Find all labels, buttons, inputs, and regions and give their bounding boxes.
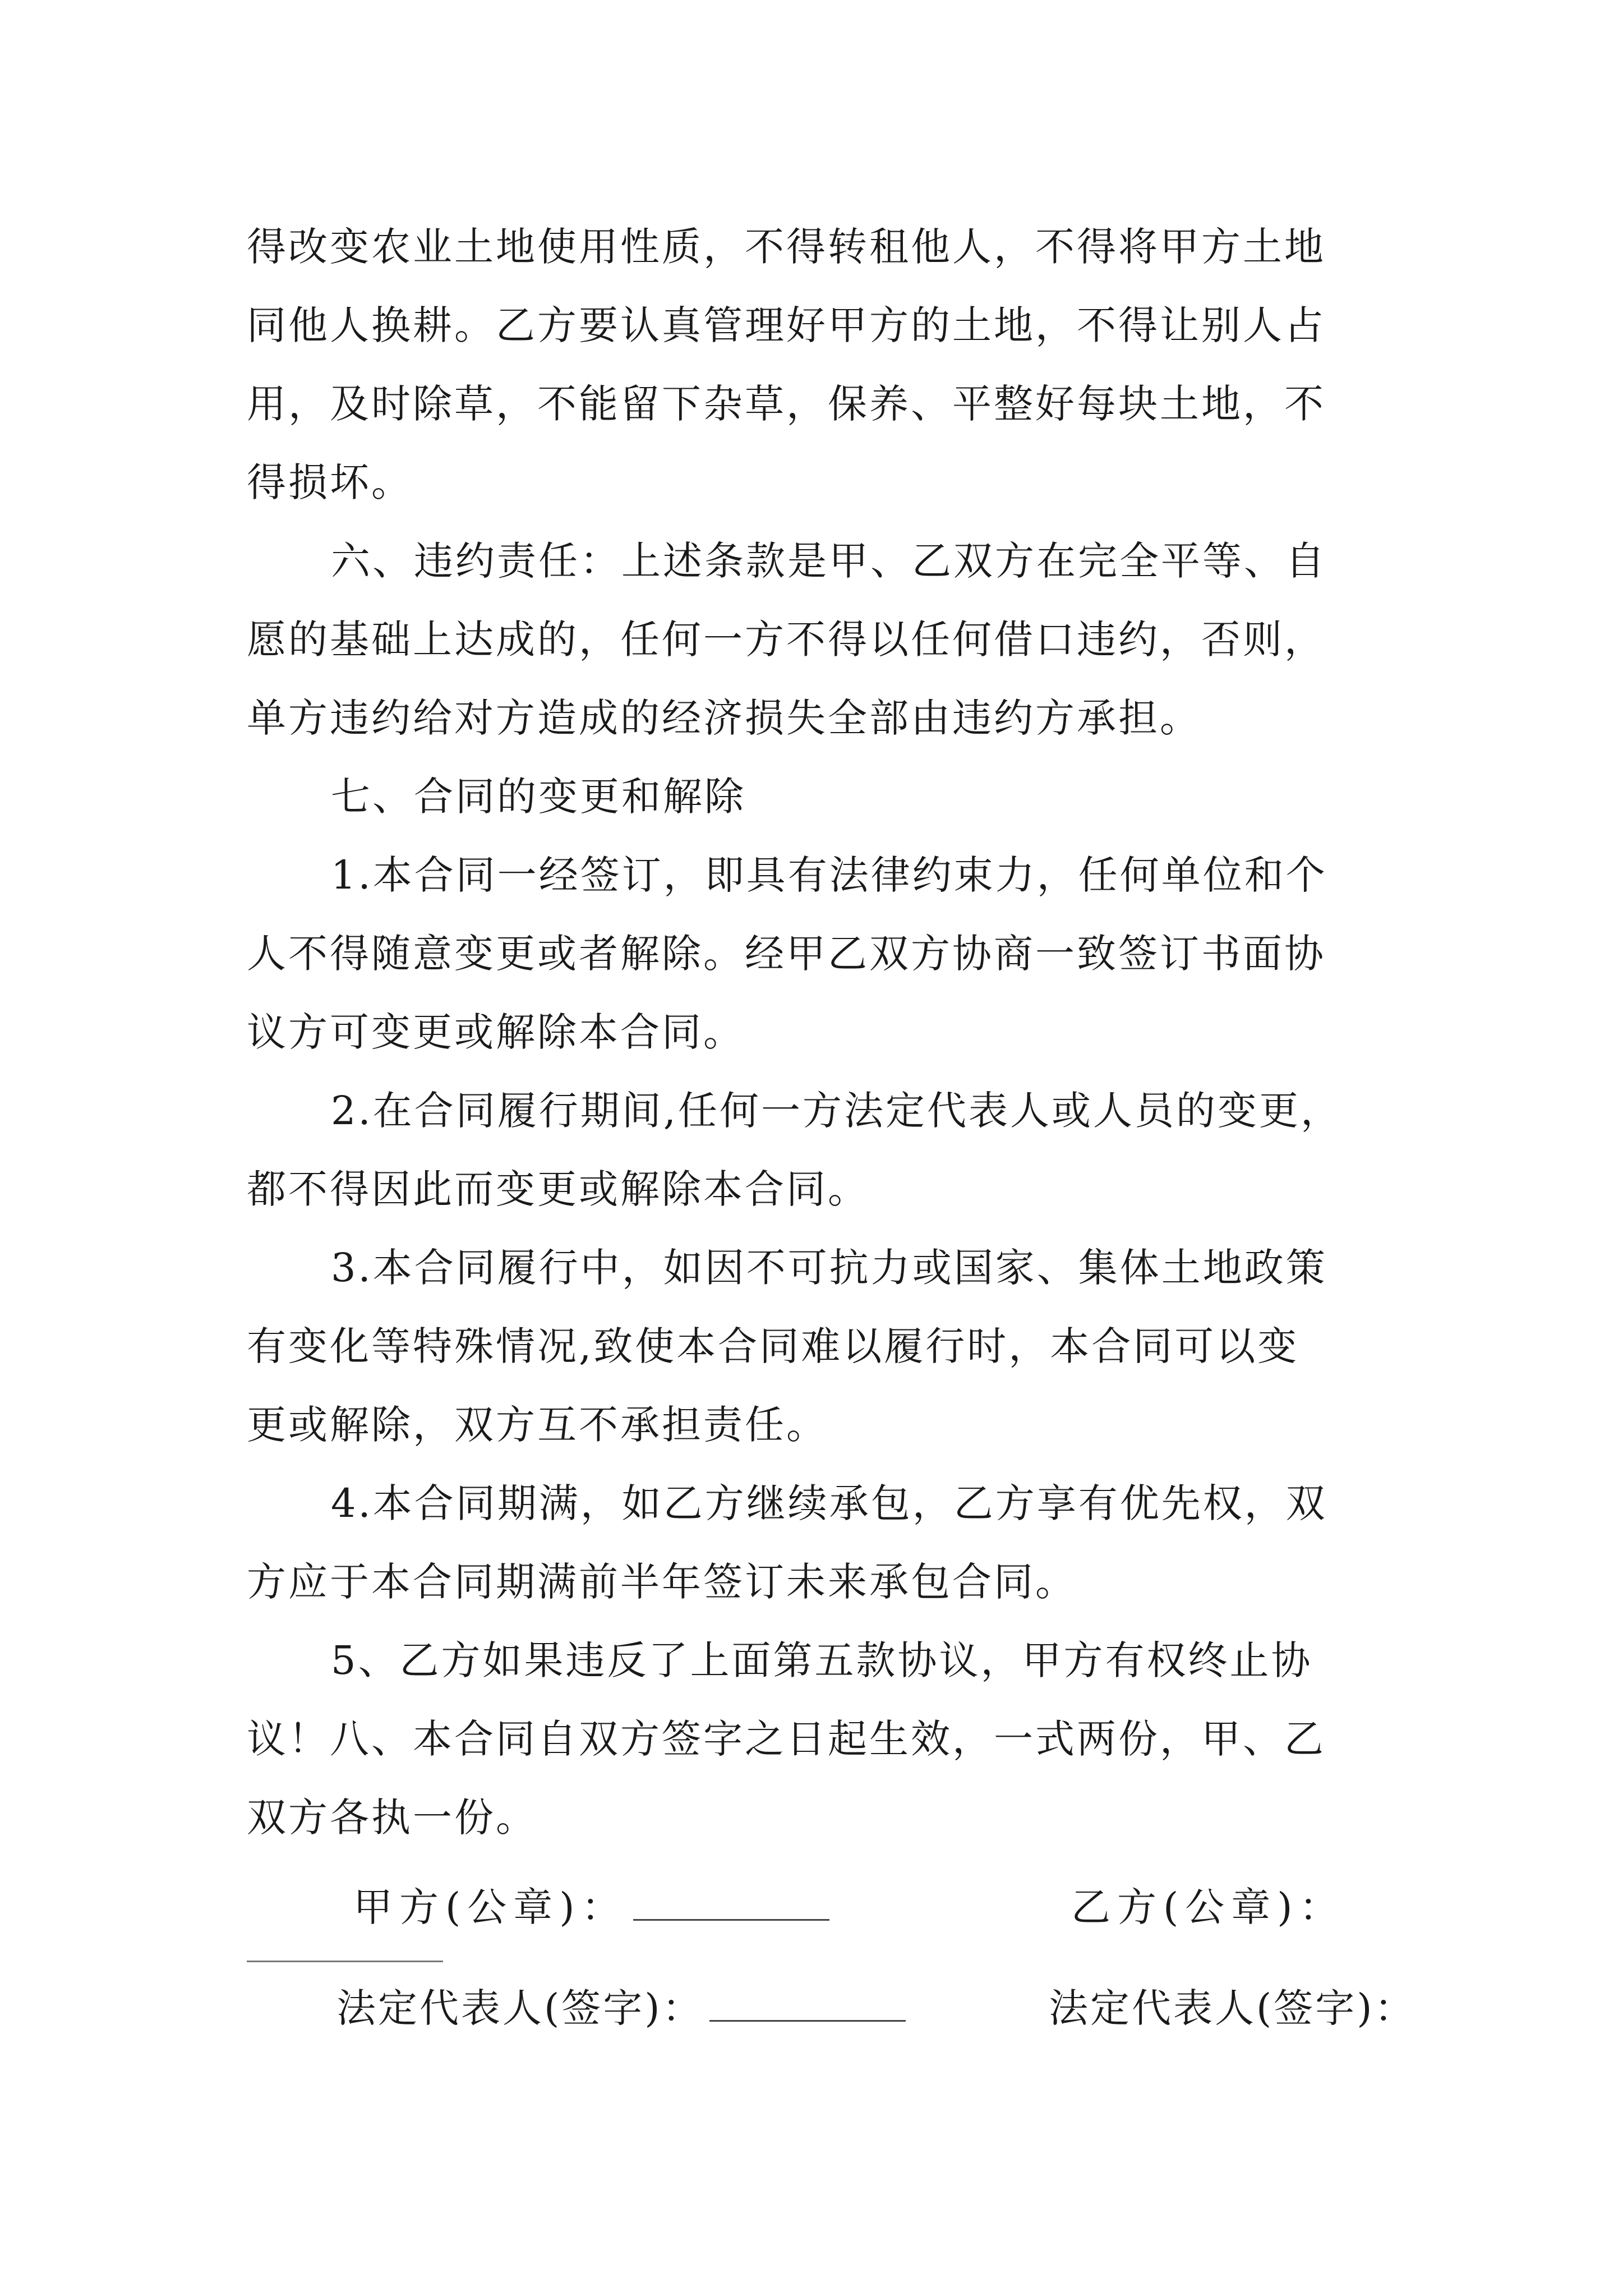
paragraph-line: 方应于本合同期满前半年签订未来承包合同。 — [247, 1559, 1077, 1605]
item-five: 5、乙方如果违反了上面第五款协议，甲方有权终止协 — [331, 1637, 1313, 1683]
paragraph-line: 都不得因此而变更或解除本合同。 — [247, 1166, 869, 1212]
paragraph-line: 更或解除，双方互不承担责任。 — [247, 1402, 828, 1448]
party-b-seal-label: 乙方(公章)： — [1071, 1884, 1345, 1930]
item-one: 1.本合同一经签订，即具有法律约束力，任何单位和个 — [331, 852, 1327, 898]
clause-seven-heading: 七、合同的变更和解除 — [331, 774, 746, 820]
party-a-rep-label: 法定代表人(签字)： — [336, 1969, 906, 2047]
paragraph-line: 单方违约给对方造成的经济损失全部由违约方承担。 — [247, 695, 1201, 741]
representative-row — [247, 1969, 1416, 2047]
paragraph-line: 人不得随意变更或者解除。经甲乙双方协商一致签订书面协 — [247, 931, 1326, 977]
party-a-rep-blank — [709, 1985, 906, 2022]
paragraph-line: 得损坏。 — [247, 459, 413, 505]
paragraph-line: 议方可变更或解除本合同。 — [247, 1009, 745, 1055]
party-a-seal-label: 甲方(公章)： — [353, 1868, 829, 1947]
party-b-seal-blank — [247, 1961, 443, 1962]
contract-body — [247, 208, 1416, 2031]
seal-row — [247, 1868, 1396, 1947]
paragraph-line: 同他人换耕。乙方要认真管理好甲方的土地，不得让别人占 — [247, 302, 1326, 348]
paragraph-line: 有变化等特殊情况,致使本合同难以履行时，本合同可以变 — [247, 1323, 1299, 1369]
party-b-rep-label: 法定代表人(签字)： — [1049, 1985, 1416, 2031]
party-a-seal-blank — [633, 1884, 829, 1921]
paragraph-line: 用，及时除草，不能留下杂草，保养、平整好每块土地，不 — [247, 381, 1326, 427]
paragraph-line: 得改变农业土地使用性质，不得转租他人，不得将甲方土地 — [247, 224, 1326, 270]
paragraph-line: 双方各执一份。 — [247, 1795, 537, 1841]
paragraph-line: 议！八、本合同自双方签字之日起生效，一式两份，甲、乙 — [247, 1716, 1326, 1762]
item-four: 4.本合同期满，如乙方继续承包，乙方享有优先权，双 — [331, 1480, 1327, 1526]
paragraph-line: 愿的基础上达成的，任何一方不得以任何借口违约，否则， — [247, 616, 1326, 662]
item-two: 2.在合同履行期间,任何一方法定代表人或人员的变更， — [331, 1088, 1343, 1134]
item-three: 3.本合同履行中，如因不可抗力或国家、集体土地政策 — [331, 1245, 1327, 1291]
clause-six-heading: 六、违约责任：上述条款是甲、乙双方在完全平等、自 — [331, 538, 1327, 584]
